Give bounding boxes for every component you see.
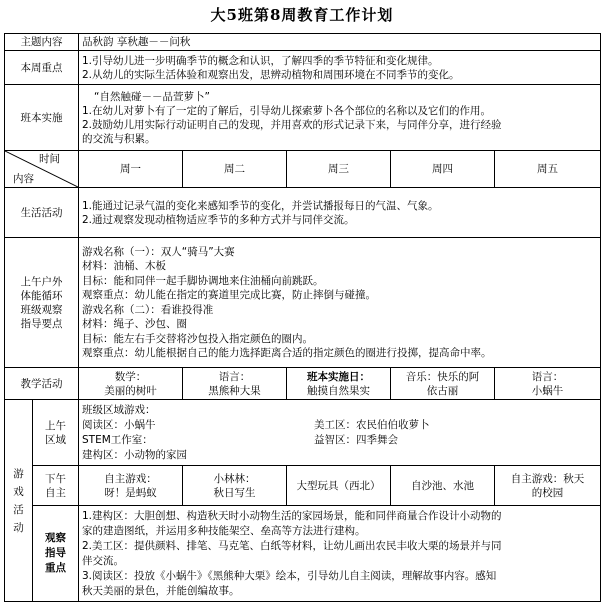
observation-focus-label-text: 观察指导重点 bbox=[45, 532, 66, 574]
class-practice-line: 1.在幼儿对萝卜有了一定的了解后，引导幼儿探索萝卜各个部位的名称以及它们的作用。 bbox=[82, 104, 492, 117]
day-header: 周一 bbox=[79, 151, 183, 188]
afternoon-line: 秋日写生 bbox=[213, 486, 256, 499]
teaching-subject: 班本实施日： bbox=[307, 370, 370, 383]
life-activity-label: 生活活动 bbox=[5, 188, 79, 238]
puzzle-area: 益智区：四季舞会 bbox=[314, 433, 398, 446]
teaching-subject: 语言： bbox=[531, 370, 564, 383]
afternoon-day bbox=[287, 466, 391, 506]
art-area: 美工区：农民伯伯收萝卜 bbox=[314, 418, 430, 431]
outdoor-line: 游戏名称（一）：双人“骑马”大赛 bbox=[82, 245, 235, 258]
afternoon-day bbox=[183, 466, 287, 506]
class-practice-line: “自然触碰－－品萱萝卜” bbox=[94, 90, 210, 103]
observation-focus-line: 3.阅读区：投放《小蜗牛》《黑熊种大栗》绘本，引导幼儿自主阅读，理解故事内容。感知 bbox=[82, 569, 497, 582]
teaching-day bbox=[391, 368, 495, 400]
theme-label: 主题内容 bbox=[5, 34, 79, 51]
outdoor-line: 材料：绳子、沙包、圈 bbox=[82, 318, 187, 330]
teaching-day bbox=[183, 368, 287, 400]
page-title: 大5班第8周教育工作计划 bbox=[210, 6, 394, 24]
weekly-focus-line: 1.引导幼儿进一步明确季节的概念和认识，了解四季的季节特征和变化规律。 bbox=[82, 54, 439, 67]
afternoon-line: 自主游戏： bbox=[104, 472, 157, 485]
weekly-focus-line: 2.从幼儿的实际生活体验和观察出发，思辨动植物和周围环境在不同季节的变化。 bbox=[82, 68, 460, 81]
teaching-label: 教学活动 bbox=[5, 368, 79, 400]
reading-area: 阅读区：小蜗牛 bbox=[82, 418, 156, 431]
afternoon-line: 的校园 bbox=[531, 486, 564, 499]
day-header: 周五 bbox=[495, 151, 601, 188]
afternoon-day bbox=[391, 466, 495, 506]
morning-area-label bbox=[33, 400, 79, 466]
build-area: 建构区：小动物的家园 bbox=[82, 448, 187, 461]
theme-value: 品秋韵 享秋趣－－问秋 bbox=[79, 34, 601, 51]
header-time-label: 时间 bbox=[39, 153, 60, 165]
outdoor-label bbox=[5, 238, 79, 368]
teaching-subject: 音乐：快乐的阿 bbox=[405, 370, 480, 383]
life-activity-content bbox=[79, 188, 601, 238]
games-label-char: 戏 bbox=[13, 485, 24, 498]
observation-focus-label bbox=[33, 506, 79, 602]
diagonal-header bbox=[5, 151, 79, 188]
teaching-day bbox=[79, 368, 183, 400]
day-header: 周四 bbox=[391, 151, 495, 188]
outdoor-line: 观察重点：幼儿能在指定的赛道里完成比赛，防止摔倒与碰撞。 bbox=[82, 289, 376, 301]
weekly-focus-label: 本周重点 bbox=[5, 51, 79, 85]
observation-focus-line: 秋天美丽的景色，并能创编故事。 bbox=[82, 584, 240, 597]
teaching-day bbox=[495, 368, 601, 400]
observation-focus-line: 2.美工区：提供颜料、排笔、马克笔、白纸等材料，让幼儿画出农民丰收大栗的场景并与同 bbox=[82, 539, 502, 552]
life-activity-line: 1.能通过记录气温的变化来感知季节的变化，并尝试播报每日的气温、气象。 bbox=[82, 199, 439, 212]
outdoor-line: 目标：能左右手交替将沙包投入指定颜色的圈内。 bbox=[82, 332, 313, 345]
teaching-topic: 依古丽 bbox=[426, 384, 459, 397]
class-practice-label: 班本实施 bbox=[5, 85, 79, 151]
observation-focus-line: 1.建构区：大胆创想、构造秋天时小动物生活的家园场景，能和同伴商量合作设计小动物的 bbox=[82, 509, 502, 522]
day-header: 周三 bbox=[287, 151, 391, 188]
morning-area-content bbox=[79, 400, 601, 466]
plan-table bbox=[4, 33, 601, 602]
observation-focus-content bbox=[79, 506, 601, 602]
teaching-subject: 语言： bbox=[218, 370, 251, 383]
games-label-char: 动 bbox=[13, 521, 24, 534]
day-header: 周二 bbox=[183, 151, 287, 188]
afternoon-line: 自沙池、水池 bbox=[411, 479, 474, 492]
games-label-char: 游 bbox=[13, 467, 24, 480]
header-content-label: 内容 bbox=[13, 173, 34, 185]
afternoon-line: 自主游戏：秋天 bbox=[510, 472, 585, 485]
teaching-topic: 小蜗牛 bbox=[531, 384, 564, 397]
morning-area-label-text: 上午区域 bbox=[45, 419, 66, 446]
stem-studio: STEM工作室： bbox=[82, 433, 153, 446]
afternoon-day bbox=[495, 466, 601, 506]
afternoon-label-text: 下午自主 bbox=[45, 472, 66, 499]
teaching-topic: 黑熊种大果 bbox=[208, 384, 261, 397]
class-practice-line: 2.鼓励幼儿用实际行动证明自己的发现，并用喜欢的形式记录下来，与同伴分享，进行经验 bbox=[82, 118, 502, 131]
teaching-subject: 数学： bbox=[114, 370, 147, 383]
games-label bbox=[5, 400, 33, 602]
afternoon-day bbox=[79, 466, 183, 506]
teaching-topic: 触摸自然果实 bbox=[307, 384, 370, 397]
outdoor-label-line: 上午户外 bbox=[20, 275, 63, 288]
teaching-topic: 美丽的树叶 bbox=[104, 384, 157, 397]
outdoor-line: 材料：油桶、木板 bbox=[82, 260, 166, 272]
outdoor-label-line: 体能循环 bbox=[20, 289, 63, 302]
morning-area-title: 班级区域游戏： bbox=[82, 403, 156, 416]
afternoon-line: 大型玩具（西北） bbox=[296, 479, 381, 492]
life-activity-line: 2.通过观察发现动植物适应季节的多种方式并与同伴交流。 bbox=[82, 213, 355, 226]
observation-focus-line: 家的建造图纸，并运用多种技能架空、垒高等方法进行建构。 bbox=[82, 524, 366, 537]
class-practice-line: 的交流与积累。 bbox=[82, 132, 156, 145]
morning-area-row bbox=[82, 433, 597, 448]
morning-area-row bbox=[82, 418, 597, 433]
afternoon-label bbox=[33, 466, 79, 506]
weekly-focus-content bbox=[79, 51, 601, 85]
teaching-day bbox=[287, 368, 391, 400]
afternoon-line: 小林林： bbox=[213, 472, 256, 485]
outdoor-line: 游戏名称（二）：看谁投得准 bbox=[82, 303, 214, 316]
afternoon-line: 呀！是蚂蚁 bbox=[104, 486, 157, 499]
class-practice-content bbox=[79, 85, 601, 151]
outdoor-label-line: 指导要点 bbox=[20, 317, 63, 330]
outdoor-line: 目标：能和同伴一起手脚协调地来住油桶向前跳跃。 bbox=[82, 274, 324, 287]
observation-focus-line: 伴交流。 bbox=[82, 554, 124, 567]
games-label-char: 活 bbox=[13, 503, 24, 516]
outdoor-content bbox=[79, 238, 601, 368]
outdoor-label-line: 班级观察 bbox=[20, 303, 63, 316]
outdoor-line: 观察重点：幼儿能根据自己的能力选择距离合适的指定颜色的圈进行投掷，提高命中率。 bbox=[82, 347, 492, 359]
